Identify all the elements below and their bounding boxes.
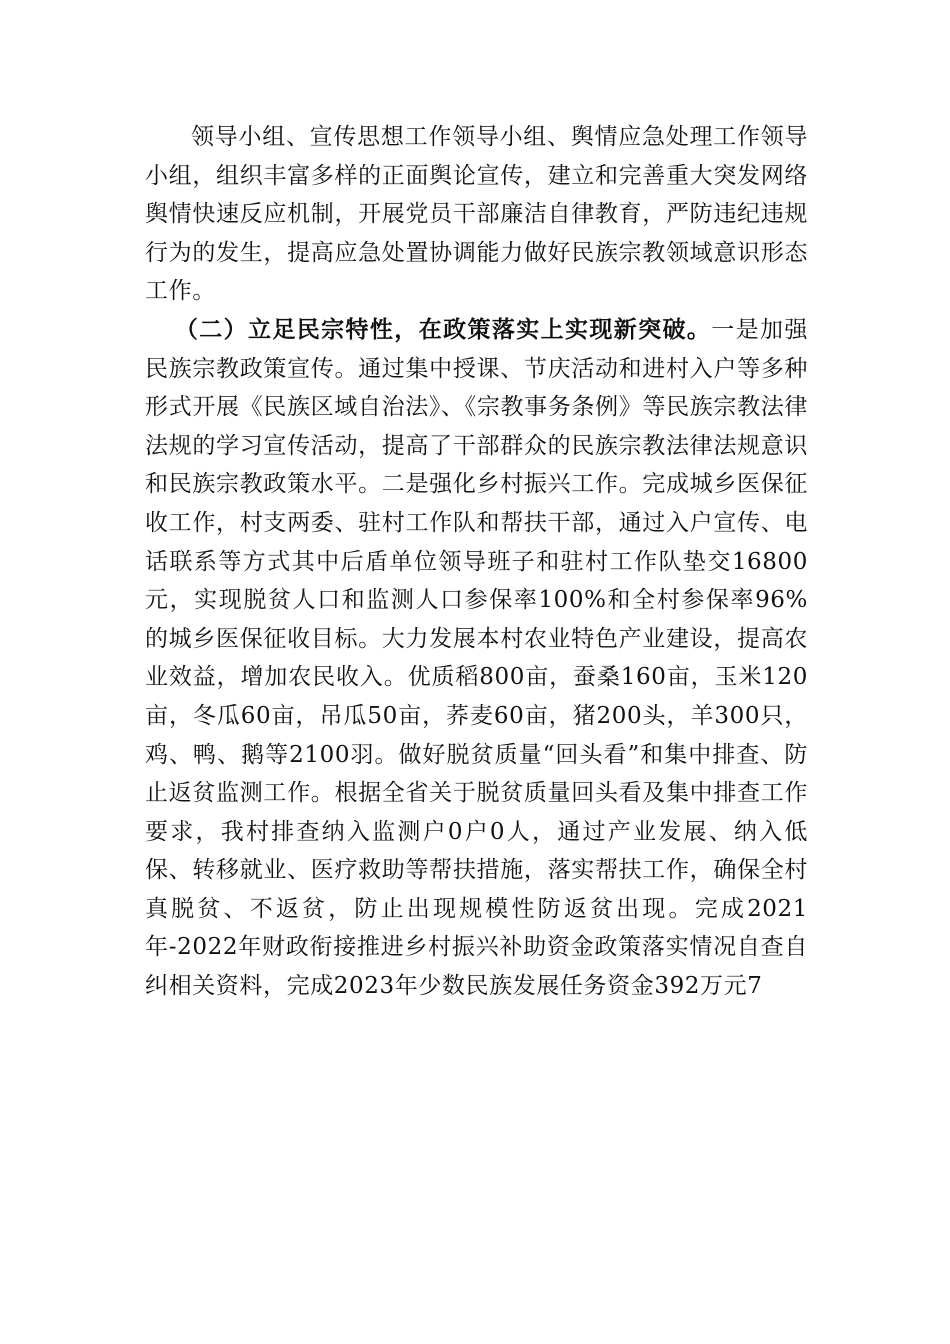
section-heading: （二）立足民宗特性，在政策落实上实现新突破。 [174,315,712,343]
paragraph-ethnic-religious-policy [145,311,808,1006]
paragraph-leadership-groups [145,118,808,311]
document-body [145,118,808,1006]
paragraph-text: 领导小组、宣传思想工作领导小组、舆情应急处理工作领导小组，组织丰富多样的正面舆论宣传，建立和完善重大突发网络舆情快速反应机制，开展党员干部廉洁自律教育，严防违纪违规行为的发生，提高应急处置协调能力做好民族宗教领域意识形态工作。 [145,124,808,305]
paragraph-text: 一是加强民族宗教政策宣传。通过集中授课、节庆活动和进村入户等多种形式开展《民族区域自治法》、《宗教事务条例》等民族宗教法律法规的学习宣传活动，提高了干部群众的民族宗教法律法规意识和民族宗教政策水平。二是强化乡村振兴工作。完成城乡医保征收工作，村支两委、驻村工作队和帮扶干部，通过入户宣传、电话联系等方式其中后盾单位领导班子和驻村工作队垫交16800元，实现脱贫人口和监测人口参保率100%和全村参保率96%的城乡医保征收目标。大力发展本村农业特色产业建设，提高农业效益，增加农民收入。优质稻800亩，蚕桑160亩，玉米120亩，冬瓜60亩，吊瓜50亩，荞麦60亩，猪200头，羊300只，鸡、鸭、鹅等2100羽。做好脱贫质量“回头看”和集中排查、防止返贫监测工作。根据全省关于脱贫质量回头看及集中排查工作要求，我村排查纳入监测户0户0人，通过产业发展、纳入低保、转移就业、医疗救助等帮扶措施，落实帮扶工作，确保全村真脱贫、不返贫，防止出现规模性防返贫出现。完成2021年-2022年财政衔接推进乡村振兴补助资金政策落实情况自查自纠相关资料，完成2023年少数民族发展任务资金392万元7 [145,316,809,1000]
